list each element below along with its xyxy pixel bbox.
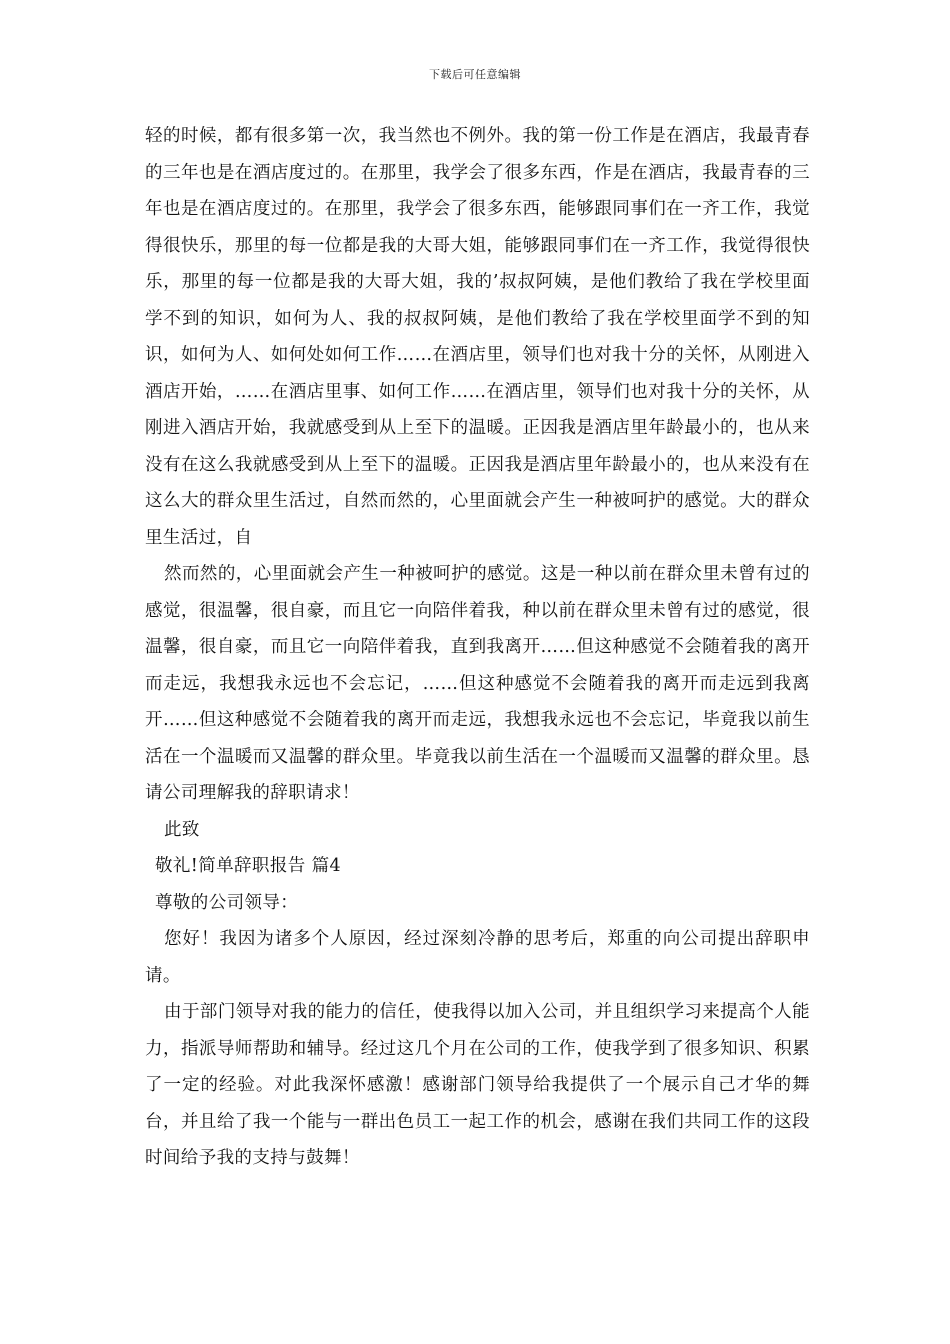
page-header: 下载后可任意编辑 <box>429 68 521 81</box>
paragraph-resignation-request: 您好！我因为诸多个人原因，经过深刻冷静的思考后，郑重的向公司提出辞职申请。 <box>145 929 810 986</box>
paragraph-warm-feeling: 然而然的，心里面就会产生一种被呵护的感觉。这是一种以前在群众里未曾有过的感觉，很温馨，很自豪，而且它一向陪伴着我，种以前在群众里未曾有过的感觉，很温馨，很自豪，而且它一向陪伴着我，直到我离开……但这种感觉不会随着我的离开而走远，我想我永远也不会忘记，……但这种感觉不会随着我的离开而走远到我离开……但这种感觉不会随着我的离开而走远，我想我永远也不会忘记，毕竟我以前生活在一个温暖而又温馨的群众里。毕竟我以前生活在一个温暖而又温馨的群众里。恳请公司理解我的辞职请求！ <box>145 564 810 803</box>
greeting-leaders: 尊敬的公司领导： <box>155 892 299 913</box>
closing-ci-zhi: 此致 <box>164 819 200 840</box>
document-body <box>145 118 810 1177</box>
section-title-report-4: 敬礼!简单辞职报告 篇4 <box>155 856 342 876</box>
paragraph-gratitude: 由于部门领导对我的能力的信任，使我得以加入公司，并且组织学习来提高个人能力，指派导师帮助和辅导。经过这几个月在公司的工作，使我学到了很多知识、积累了一定的经验。对此我深怀感激！感谢部门领导给我提供了一个展示自己才华的舞台，并且给了我一个能与一群出色员工一起工作的机会，感谢在我们共同工作的这段时间给予我的支持与鼓舞！ <box>145 1002 810 1168</box>
paragraph-hotel-experience: 轻的时候，都有很多第一次，我当然也不例外。我的第一份工作是在酒店，我最青春的三年也是在酒店度过的。在那里，我学会了很多东西，作是在酒店，我最青春的三年也是在酒店度过的。在那里，我学会了很多东西，能够跟同事们在一齐工作，我觉得很快乐，那里的每一位都是我的大哥大姐，能够跟同事们在一齐工作，我觉得很快乐，那里的每一位都是我的大哥大姐，我的’叔叔阿姨，是他们教给了我在学校里面学不到的知识，如何为人、我的叔叔阿姨，是他们教给了我在学校里面学不到的知识，如何为人、如何处如何工作……在酒店里，领导们也对我十分的关怀，从刚进入酒店开始，……在酒店里事、如何工作……在酒店里，领导们也对我十分的关怀，从刚进入酒店开始，我就感受到从上至下的温暖。正因我是酒店里年龄最小的，也从来没有在这么我就感受到从上至下的温暖。正因我是酒店里年龄最小的，也从来没有在这么大的群众里生活过，自然而然的，心里面就会产生一种被呵护的感觉。大的群众里生活过，自 <box>145 126 810 548</box>
